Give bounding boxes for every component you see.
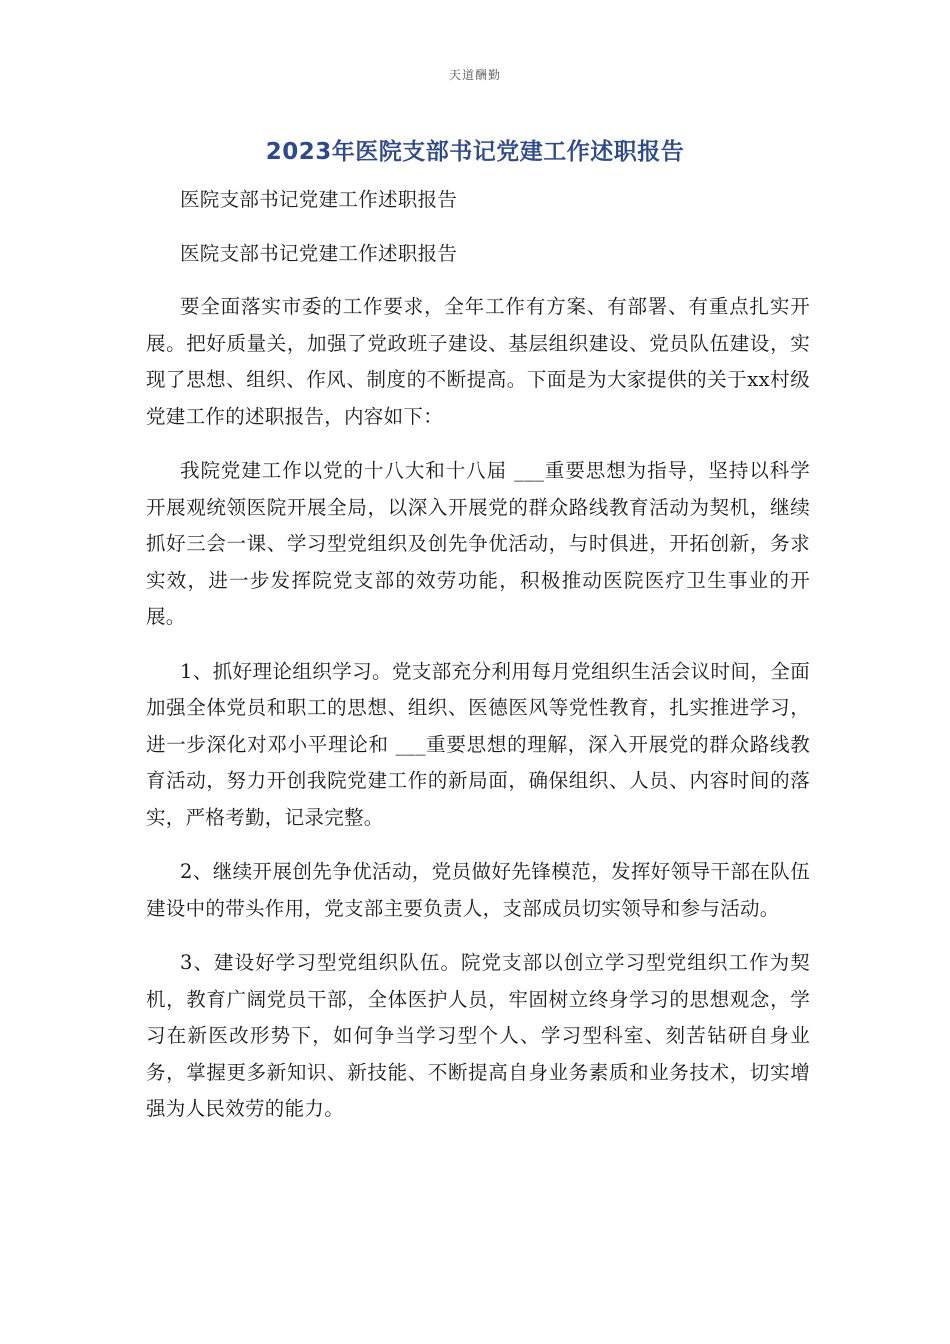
body-paragraph: 要全面落实市委的工作要求，全年工作有方案、有部署、有重点扎实开展。把好质量关，加强了党政班子建设、基层组织建设、党员队伍建设，实现了思想、组织、作风、制度的不断提高。下面是为大家提供的关于xx村级党建工作的述职报告，内容如下： bbox=[146, 295, 810, 428]
subtitle-paragraph: 医院支部书记党建工作述职报告 bbox=[180, 241, 458, 265]
body-paragraph: 3、建设好学习型党组织队伍。院党支部以创立学习型党组织工作为契机，教育广阔党员干部，全体医护人员，牢固树立终身学习的思想观念，学习在新医改形势下，如何争当学习型个人、学习型科室、刻苦钻研自身业务，掌握更多新知识、新技能、不断提高自身业务素质和业务技术，切实增强为人民效劳的能力。 bbox=[146, 951, 810, 1120]
body-paragraph: 2、继续开展创先争优活动，党员做好先锋模范，发挥好领导干部在队伍建设中的带头作用，党支部主要负责人，支部成员切实领导和参与活动。 bbox=[146, 860, 810, 920]
running-header: 天道酬勤 bbox=[448, 68, 501, 82]
body-paragraph: 我院党建工作以党的十八大和十八届 ___重要思想为指导，坚持以科学开展观统领医院开展全局，以深入开展党的群众路线教育活动为契机，继续抓好三会一课、学习型党组织及创先争优活动，与时俱进，开拓创新，务求实效，进一步发挥院党支部的效劳功能，积极推动医院医疗卫生事业的开展。 bbox=[146, 459, 810, 628]
document-body bbox=[146, 182, 810, 1146]
body-paragraph: 1、抓好理论组织学习。党支部充分利用每月党组织生活会议时间，全面加强全体党员和职工的思想、组织、医德医风等党性教育，扎实推进学习，进一步深化对邓小平理论和 ___重要思想的理解，深入开展党的群众路线教育活动，努力开创我院党建工作的新局面，确保组织、人员、内容时间的落实，严格考勤，记录完整。 bbox=[146, 659, 810, 829]
document-title: 2023年医院支部书记党建工作述职报告 bbox=[265, 139, 685, 165]
subtitle-paragraph: 医院支部书记党建工作述职报告 bbox=[180, 188, 458, 211]
